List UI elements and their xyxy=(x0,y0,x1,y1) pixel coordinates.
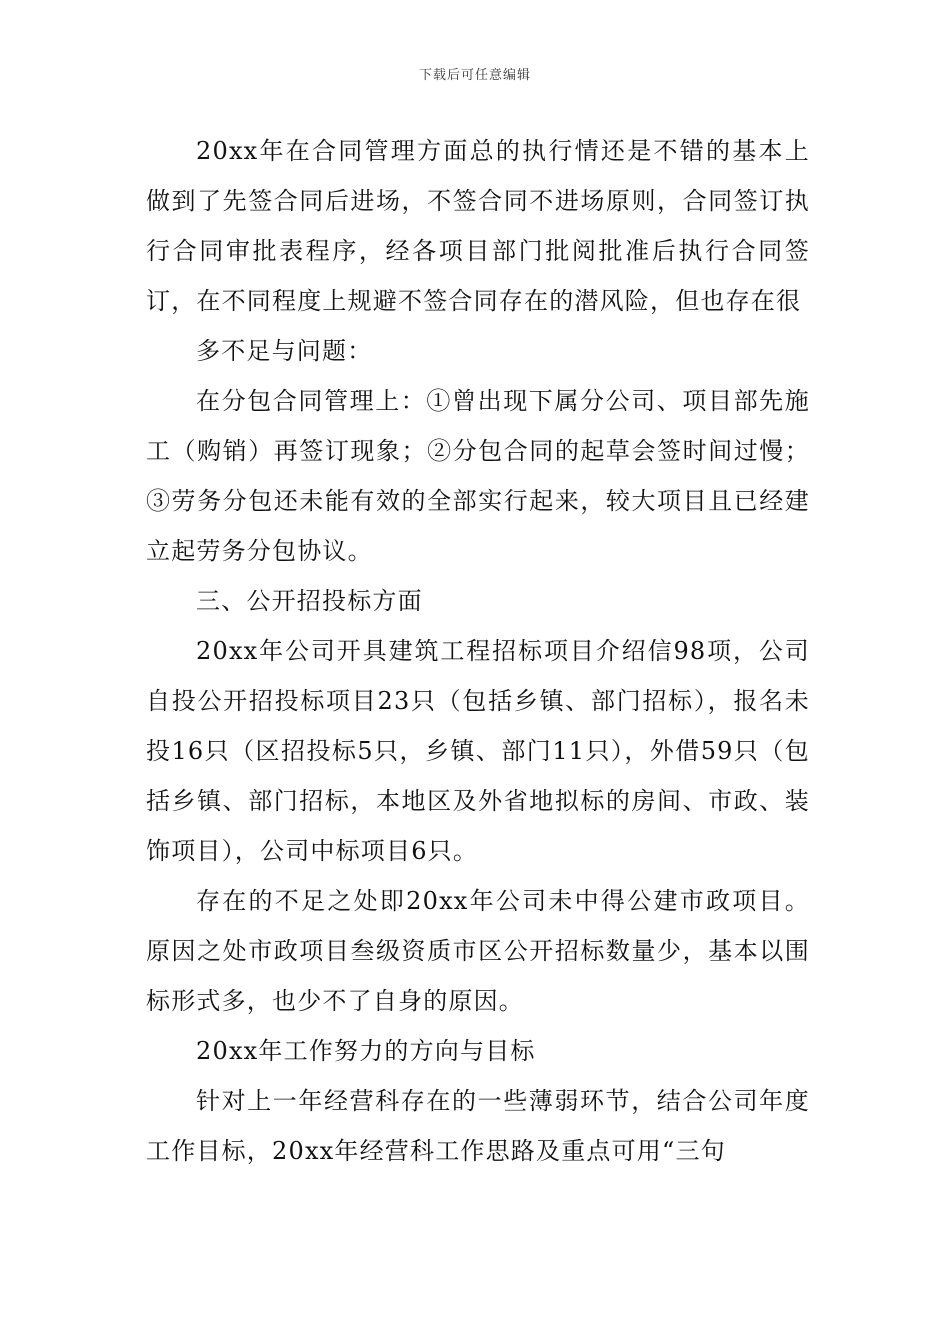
section-heading-goals: 20xx年工作努力的方向与目标 xyxy=(196,1037,536,1065)
paragraph-contract-execution: 20xx年在合同管理方面总的执行情还是不错的基本上做到了先签合同后进场，不签合同不进场原则，合同签订执行合同审批表程序，经各项目部门批阅批准后执行合同签订，在不同程度上规避不签合同存在的潜风险，但也存在很 xyxy=(146,137,810,315)
paragraph-work-plan: 针对上一年经营科存在的一些薄弱环节，结合公司年度工作目标，20xx年经营科工作思路及重点可用“三句 xyxy=(146,1087,810,1165)
paragraph-bidding-stats: 20xx年公司开具建筑工程招标项目介绍信98项，公司自投公开招投标项目23只（包括乡镇、部门招标），报名未投16只（区招投标5只，乡镇、部门11只），外借59只（包括乡镇、部门招标，本地区及外省地拟标的房间、市政、装饰项目），公司中标项目6只。 xyxy=(146,637,810,865)
paragraph-subcontract-management: 在分包合同管理上：①曾出现下属分公司、项目部先施工（购销）再签订现象；②分包合同的起草会签时间过慢；③劳务分包还未能有效的全部实行起来，较大项目且已经建立起劳务分包协议。 xyxy=(146,387,810,565)
paragraph-problems-intro: 多不足与问题： xyxy=(196,337,373,365)
paragraph-bidding-shortcomings: 存在的不足之处即20xx年公司未中得公建市政项目。原因之处市政项目叁级资质市区公开招标数量少，基本以围标形式多，也少不了自身的原因。 xyxy=(146,887,810,1015)
section-heading-bidding: 三、公开招投标方面 xyxy=(196,587,423,615)
page-header: 下载后可任意编辑 xyxy=(418,68,531,83)
document-body xyxy=(146,126,810,1176)
